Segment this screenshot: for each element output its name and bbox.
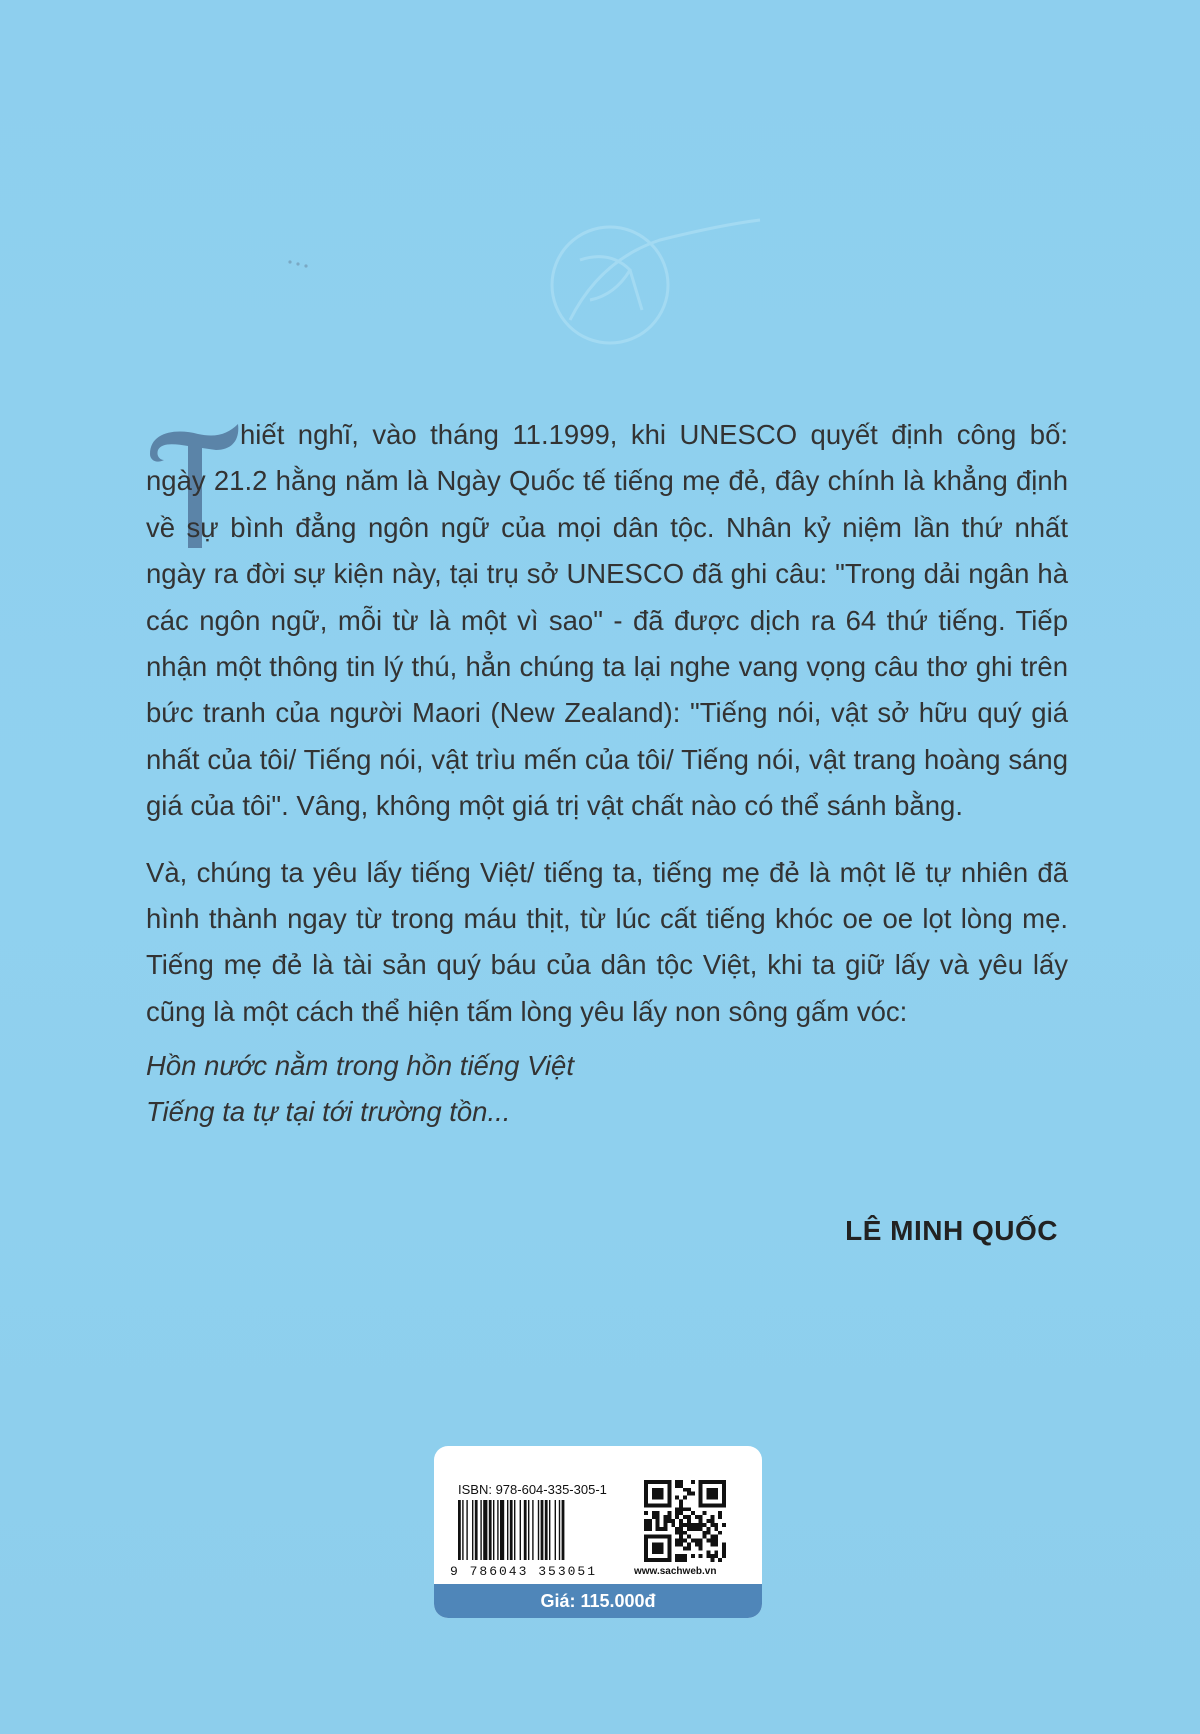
qr-module	[656, 1496, 660, 1500]
barcode-bar	[532, 1500, 533, 1560]
qr-module	[671, 1523, 675, 1527]
qr-module	[679, 1539, 683, 1543]
barcode-bar	[510, 1500, 513, 1560]
qr-module	[722, 1496, 726, 1500]
qr-module	[644, 1527, 648, 1531]
qr-module	[706, 1554, 710, 1558]
qr-module	[675, 1515, 679, 1519]
qr-module	[656, 1503, 660, 1507]
qr-module	[667, 1550, 671, 1554]
qr-module	[664, 1523, 668, 1527]
poem	[146, 1043, 1068, 1135]
qr-module	[652, 1496, 656, 1500]
qr-module	[695, 1539, 699, 1543]
qr-module	[699, 1492, 703, 1496]
qr-module	[656, 1523, 660, 1527]
qr-module	[667, 1488, 671, 1492]
barcode-bar	[458, 1500, 461, 1560]
main-text	[146, 412, 1068, 1135]
qr-module	[675, 1558, 679, 1562]
qr-module	[648, 1527, 652, 1531]
qr-module	[675, 1542, 679, 1546]
qr-module	[714, 1523, 718, 1527]
qr-module	[687, 1519, 691, 1523]
qr-module	[675, 1496, 679, 1500]
qr-module	[718, 1515, 722, 1519]
qr-module	[710, 1515, 714, 1519]
qr-module	[687, 1527, 691, 1531]
qr-module	[679, 1507, 683, 1511]
qr-module	[691, 1554, 695, 1558]
qr-module	[714, 1496, 718, 1500]
barcode-bar	[538, 1500, 539, 1560]
paragraph-1-text: hiết nghĩ, vào tháng 11.1999, khi UNESCO quyết định công bố: ngày 21.2 hằng năm là Ngày Quốc tế tiếng mẹ đẻ, đây chính là khẳng định về sự bình đẳng ngôn ngữ của mọi dân tộc. Nhân kỷ niệm lần thứ nhất ngày ra đời sự kiện này, tại trụ sở UNESCO đã ghi câu: "Trong dải ngân hà các ngôn ngữ, mỗi từ là một vì sao" - đã được dịch ra 64 thứ tiếng. Tiếp nhận một thông tin lý thú, hẳn chúng ta lại nghe vang vọng câu thơ ghi trên bức tranh của người Maori (New Zealand): "Tiếng nói, vật sở hữu quý giá nhất của tôi/ Tiếng nói, vật trìu mến của tôi/ Tiếng nói, vật trang hoàng sáng giá của tôi". Vâng, không một giá trị vật chất nào có thể sánh bằng.	[146, 419, 1068, 822]
qr-module	[722, 1500, 726, 1504]
qr-module	[667, 1511, 671, 1515]
qr-module	[660, 1542, 664, 1546]
qr-module	[706, 1519, 710, 1523]
qr-module	[652, 1503, 656, 1507]
qr-module	[699, 1515, 703, 1519]
qr-module	[706, 1488, 710, 1492]
barcode-number: 9 786043 353051	[450, 1564, 598, 1579]
qr-module	[679, 1554, 683, 1558]
barcode-bar	[541, 1500, 544, 1560]
qr-module	[656, 1535, 660, 1539]
qr-module	[710, 1535, 714, 1539]
qr-module	[699, 1484, 703, 1488]
qr-module	[699, 1500, 703, 1504]
qr-module	[722, 1484, 726, 1488]
qr-module	[660, 1546, 664, 1550]
qr-module	[667, 1535, 671, 1539]
qr-module	[667, 1503, 671, 1507]
qr-module	[648, 1558, 652, 1562]
qr-module	[718, 1503, 722, 1507]
qr-module	[667, 1496, 671, 1500]
barcode-bar	[483, 1500, 487, 1560]
barcode-bar	[500, 1500, 504, 1560]
qr-module	[652, 1542, 656, 1546]
qr-module	[648, 1535, 652, 1539]
qr-module	[652, 1535, 656, 1539]
qr-module	[683, 1515, 687, 1519]
qr-module	[679, 1500, 683, 1504]
qr-module	[675, 1531, 679, 1535]
qr-module	[699, 1546, 703, 1550]
qr-module	[718, 1511, 722, 1515]
qr-module	[683, 1523, 687, 1527]
qr-module	[664, 1480, 668, 1484]
qr-module	[667, 1539, 671, 1543]
qr-module	[706, 1527, 710, 1531]
author-name: LÊ MINH QUỐC	[845, 1215, 1058, 1246]
qr-module	[660, 1503, 664, 1507]
qr-module	[722, 1554, 726, 1558]
barcode-bar	[475, 1500, 478, 1560]
qr-module	[652, 1515, 656, 1519]
qr-module	[710, 1523, 714, 1527]
qr-module	[687, 1546, 691, 1550]
barcode-bar	[472, 1500, 473, 1560]
qr-module	[644, 1480, 648, 1484]
poem-line-1: Hồn nước nằm trong hồn tiếng Việt	[146, 1050, 574, 1082]
qr-module	[656, 1515, 660, 1519]
qr-module	[699, 1480, 703, 1484]
qr-module	[699, 1519, 703, 1523]
qr-module	[695, 1542, 699, 1546]
qr-module	[710, 1542, 714, 1546]
qr-module	[656, 1542, 660, 1546]
qr-module	[675, 1484, 679, 1488]
qr-module	[660, 1496, 664, 1500]
barcode-bar	[524, 1500, 527, 1560]
qr-module	[714, 1554, 718, 1558]
qr-module	[703, 1531, 707, 1535]
qr-code	[644, 1480, 726, 1562]
qr-module	[664, 1558, 668, 1562]
qr-module	[703, 1503, 707, 1507]
qr-module	[706, 1550, 710, 1554]
qr-module	[699, 1503, 703, 1507]
qr-module	[660, 1527, 664, 1531]
qr-module	[664, 1503, 668, 1507]
qr-module	[648, 1523, 652, 1527]
qr-module	[644, 1503, 648, 1507]
qr-module	[648, 1503, 652, 1507]
paragraph-1	[146, 412, 1068, 830]
qr-module	[679, 1542, 683, 1546]
qr-module	[703, 1523, 707, 1527]
qr-module	[667, 1519, 671, 1523]
qr-module	[679, 1519, 683, 1523]
qr-module	[667, 1500, 671, 1504]
qr-module	[691, 1480, 695, 1484]
qr-module	[652, 1550, 656, 1554]
qr-module	[683, 1488, 687, 1492]
qr-module	[710, 1488, 714, 1492]
qr-module	[667, 1484, 671, 1488]
qr-module	[644, 1539, 648, 1543]
qr-module	[683, 1496, 687, 1500]
barcode-bar	[507, 1500, 508, 1560]
qr-module	[652, 1488, 656, 1492]
price-label: Giá: 115.000đ	[434, 1584, 762, 1618]
qr-module	[656, 1550, 660, 1554]
bird-logo-watermark	[270, 200, 770, 370]
barcode-bar	[493, 1500, 494, 1560]
isbn-label: ISBN: 978-604-335-305-1	[458, 1482, 607, 1497]
qr-module	[710, 1496, 714, 1500]
qr-module	[679, 1480, 683, 1484]
qr-module	[691, 1511, 695, 1515]
qr-module	[687, 1507, 691, 1511]
barcode-bar	[562, 1500, 565, 1560]
qr-module	[675, 1554, 679, 1558]
qr-module	[667, 1480, 671, 1484]
qr-module	[699, 1488, 703, 1492]
qr-module	[679, 1527, 683, 1531]
qr-module	[679, 1535, 683, 1539]
qr-module	[714, 1542, 718, 1546]
qr-module	[667, 1554, 671, 1558]
qr-module	[644, 1523, 648, 1527]
qr-module	[714, 1503, 718, 1507]
qr-module	[718, 1480, 722, 1484]
qr-module	[699, 1527, 703, 1531]
barcode-bar	[549, 1500, 550, 1560]
qr-module	[722, 1503, 726, 1507]
qr-module	[695, 1515, 699, 1519]
qr-module	[710, 1480, 714, 1484]
qr-module	[699, 1496, 703, 1500]
qr-module	[644, 1488, 648, 1492]
qr-module	[652, 1558, 656, 1562]
qr-module	[683, 1507, 687, 1511]
qr-module	[644, 1535, 648, 1539]
qr-module	[683, 1554, 687, 1558]
poem-line-2: Tiếng ta tự tại tới trường tồn...	[146, 1096, 511, 1128]
qr-module	[714, 1539, 718, 1543]
qr-module	[664, 1515, 668, 1519]
qr-module	[644, 1558, 648, 1562]
qr-module	[675, 1539, 679, 1543]
qr-module	[710, 1539, 714, 1543]
qr-module	[644, 1492, 648, 1496]
website-label: www.sachweb.vn	[634, 1566, 717, 1577]
qr-module	[675, 1527, 679, 1531]
qr-module	[660, 1488, 664, 1492]
qr-module	[710, 1492, 714, 1496]
qr-module	[706, 1480, 710, 1484]
qr-module	[679, 1531, 683, 1535]
barcode-bar	[497, 1500, 498, 1560]
qr-module	[722, 1542, 726, 1546]
paragraph-2: Và, chúng ta yêu lấy tiếng Việt/ tiếng ta, tiếng mẹ đẻ là một lẽ tự nhiên đã hình thành ngay từ trong máu thịt, từ lúc cất tiếng khóc oe oe lọt lòng mẹ. Tiếng mẹ đẻ là tài sản quý báu của dân tộc Việt, khi ta giữ lấy và yêu lấy cũng là một cách thể hiện tấm lòng yêu lấy non sông gấm vóc:	[146, 856, 1068, 1027]
qr-module	[656, 1480, 660, 1484]
qr-module	[710, 1503, 714, 1507]
qr-module	[652, 1492, 656, 1496]
qr-module	[714, 1550, 718, 1554]
qr-module	[687, 1523, 691, 1527]
qr-module	[664, 1535, 668, 1539]
qr-module	[706, 1539, 710, 1543]
qr-module	[691, 1523, 695, 1527]
qr-module	[667, 1492, 671, 1496]
qr-module	[652, 1480, 656, 1484]
qr-module	[703, 1535, 707, 1539]
qr-module	[679, 1484, 683, 1488]
qr-module	[656, 1511, 660, 1515]
qr-module	[695, 1527, 699, 1531]
qr-module	[660, 1558, 664, 1562]
qr-module	[656, 1527, 660, 1531]
qr-module	[714, 1480, 718, 1484]
qr-module	[660, 1480, 664, 1484]
qr-module	[714, 1535, 718, 1539]
qr-module	[683, 1558, 687, 1562]
barcode-bar	[462, 1500, 463, 1560]
qr-module	[679, 1503, 683, 1507]
barcode-bar	[528, 1500, 529, 1560]
qr-module	[648, 1480, 652, 1484]
qr-module	[722, 1492, 726, 1496]
qr-module	[703, 1511, 707, 1515]
qr-module	[714, 1488, 718, 1492]
qr-module	[679, 1511, 683, 1515]
qr-module	[675, 1480, 679, 1484]
qr-module	[706, 1492, 710, 1496]
qr-module	[656, 1519, 660, 1523]
qr-module	[656, 1546, 660, 1550]
qr-module	[687, 1488, 691, 1492]
qr-module	[679, 1558, 683, 1562]
barcode-bar	[559, 1500, 560, 1560]
qr-module	[660, 1535, 664, 1539]
qr-module	[644, 1546, 648, 1550]
qr-module	[718, 1531, 722, 1535]
qr-module	[706, 1531, 710, 1535]
qr-module	[644, 1550, 648, 1554]
qr-module	[671, 1519, 675, 1523]
qr-module	[699, 1523, 703, 1527]
qr-module	[648, 1519, 652, 1523]
qr-module	[667, 1515, 671, 1519]
qr-module	[691, 1539, 695, 1543]
barcode-bar	[480, 1500, 481, 1560]
barcode-bar	[466, 1500, 467, 1560]
qr-module	[660, 1492, 664, 1496]
qr-module	[687, 1492, 691, 1496]
qr-module	[691, 1492, 695, 1496]
barcode-bars	[458, 1500, 664, 1560]
qr-module	[644, 1519, 648, 1523]
qr-module	[722, 1488, 726, 1492]
qr-module	[722, 1523, 726, 1527]
qr-module	[718, 1558, 722, 1562]
qr-module	[706, 1496, 710, 1500]
qr-module	[644, 1542, 648, 1546]
qr-module	[664, 1527, 668, 1531]
qr-module	[695, 1523, 699, 1527]
barcode-bar	[520, 1500, 521, 1560]
qr-module	[722, 1480, 726, 1484]
qr-module	[656, 1488, 660, 1492]
barcode-sticker	[434, 1446, 762, 1618]
qr-module	[714, 1527, 718, 1531]
qr-module	[667, 1542, 671, 1546]
qr-module	[675, 1507, 679, 1511]
qr-module	[687, 1515, 691, 1519]
qr-module	[667, 1546, 671, 1550]
qr-module	[699, 1554, 703, 1558]
qr-module	[699, 1539, 703, 1543]
qr-module	[679, 1523, 683, 1527]
qr-module	[691, 1527, 695, 1531]
qr-module	[683, 1546, 687, 1550]
qr-module	[660, 1550, 664, 1554]
qr-module	[714, 1492, 718, 1496]
barcode-bar	[555, 1500, 556, 1560]
qr-module	[652, 1511, 656, 1515]
qr-module	[699, 1542, 703, 1546]
qr-module	[683, 1539, 687, 1543]
qr-module	[664, 1519, 668, 1523]
qr-module	[652, 1546, 656, 1550]
qr-module	[706, 1503, 710, 1507]
qr-module	[703, 1480, 707, 1484]
qr-module	[667, 1558, 671, 1562]
qr-module	[687, 1535, 691, 1539]
qr-module	[644, 1511, 648, 1515]
qr-module	[687, 1542, 691, 1546]
qr-module	[644, 1496, 648, 1500]
qr-module	[644, 1500, 648, 1504]
qr-module	[710, 1558, 714, 1562]
qr-module	[710, 1554, 714, 1558]
qr-module	[710, 1519, 714, 1523]
qr-module	[683, 1531, 687, 1535]
barcode-bar	[545, 1500, 548, 1560]
barcode-bar	[489, 1500, 492, 1560]
qr-module	[656, 1558, 660, 1562]
barcode-bar	[514, 1500, 515, 1560]
qr-module	[656, 1492, 660, 1496]
qr-module	[644, 1484, 648, 1488]
qr-module	[644, 1554, 648, 1558]
qr-module	[722, 1550, 726, 1554]
qr-module	[675, 1511, 679, 1515]
qr-module	[722, 1546, 726, 1550]
